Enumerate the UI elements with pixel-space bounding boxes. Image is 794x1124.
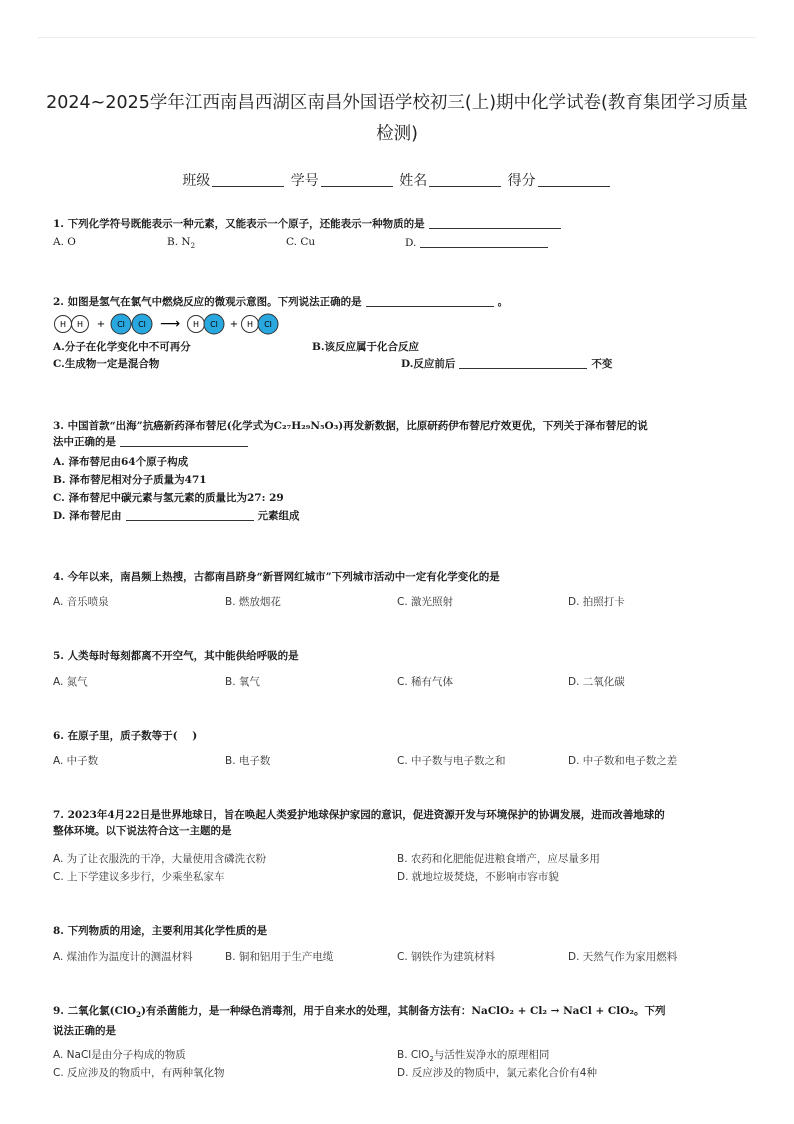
question-1-stem: [53, 216, 743, 232]
question-9-text: 9. 二氧化氯(ClO: [53, 1005, 137, 1017]
question-7-text: 7. 2023年4月22日是世界地球日，旨在唤起人类爱护地球保护家园的意识，促进资源开发与环境保护的协调发展，进而改善地球的: [53, 809, 665, 821]
page-title: 2024~2025学年江西南昌西湖区南昌外国语学校初三(上)期中化学试卷(教育集团学习质量检测): [46, 93, 748, 144]
hydrogen-atom-label: H: [59, 320, 67, 329]
q9-option-b-subscript: 2: [429, 1055, 434, 1064]
q8-option-a: A. 煤油作为温度计的测温材料: [53, 951, 193, 963]
student-id-label: 学号: [290, 173, 319, 189]
q3-option-d-blank: [126, 509, 254, 521]
question-9-text-cont: )有杀菌能力，是一种绿色消毒剂，用于自来水的处理，其制备方法有：: [140, 1005, 472, 1017]
q4-option-c: C. 激光照射: [397, 596, 454, 608]
q1-option-b-subscript: 2: [190, 242, 196, 251]
q3-option-d: [53, 508, 300, 523]
hydrogen-atom-label: H: [76, 320, 84, 329]
class-blank: [212, 174, 284, 187]
chlorine-atom-label: Cl: [138, 320, 146, 329]
q4-option-d: D. 拍照打卡: [568, 596, 625, 608]
question-8-stem: 8. 下列物质的用途，主要利用其化学性质的是: [53, 925, 268, 937]
question-9-subscript: 2: [136, 1010, 141, 1020]
plus-sign: +: [229, 319, 239, 330]
q9-option-b-text-end: 与活性炭净水的原理相同: [433, 1049, 550, 1061]
q1-option-d-blank: [420, 236, 548, 248]
q4-option-b: B. 燃放烟花: [225, 596, 281, 608]
q3-option-c: C. 泽布替尼中碳元素与氢元素的质量比为27: 29: [53, 492, 284, 504]
question-2-stem: [53, 294, 743, 310]
name-blank: [429, 174, 501, 187]
question-2-end: 。: [497, 296, 509, 308]
plus-sign: +: [96, 319, 106, 330]
q8-option-b: B. 铜和铝用于生产电缆: [225, 951, 334, 963]
q3-option-d-end: 元素组成: [257, 510, 300, 522]
q5-option-c: C. 稀有气体: [397, 676, 454, 688]
q9-option-d: D. 反应涉及的物质中，氯元素化合价有4种: [397, 1067, 597, 1079]
q9-option-b-text: B. ClO: [397, 1049, 430, 1061]
question-5-stem: 5. 人类每时每刻都离不开空气，其中能供给呼吸的是: [53, 650, 299, 662]
question-2-text: 2. 如图是氢气在氯气中燃烧反应的微观示意图。下列说法正确的是: [53, 296, 362, 308]
question-3-text-cont: )再发新数据，比原研药伊布替尼疗效更优，下列关于泽布替尼的说: [338, 420, 648, 432]
name-label: 姓名: [399, 173, 428, 189]
chlorine-atom-label: Cl: [210, 320, 218, 329]
question-7-stem: [53, 807, 743, 839]
question-7-text-line2: 整体环境。以下说法符合这一主题的是: [53, 825, 232, 837]
hydrogen-atom-label: H: [246, 320, 254, 329]
score-label: 得分: [507, 173, 536, 189]
q2-option-d-text: D.反应前后: [401, 358, 456, 370]
q1-option-d: [405, 236, 552, 249]
q2-option-d: [401, 356, 612, 371]
question-9-stem: [53, 1003, 743, 1039]
q2-option-d-blank: [459, 357, 587, 369]
q3-option-d-text: D. 泽布替尼由: [53, 510, 122, 522]
q7-option-c: C. 上下学建议多步行，少乘坐私家车: [53, 871, 225, 883]
q2-option-b: B.该反应属于化合反应: [312, 341, 420, 353]
question-1-blank: [429, 217, 561, 229]
q2-option-a: A.分子在化学变化中不可再分: [53, 341, 191, 353]
zanubrutinib-formula: C₂₇H₂₉N₅O₃: [273, 420, 339, 432]
question-1-text: 1. 下列化学符号既能表示一种元素，又能表示一个原子，还能表示一种物质的是: [53, 218, 425, 230]
clo2-preparation-equation: NaClO₂ + Cl₂ → NaCl + ClO₂: [471, 1005, 635, 1017]
question-9-text-end: 。下列: [634, 1005, 666, 1017]
header-divider: [38, 37, 756, 38]
question-3-stem: [53, 418, 743, 450]
q2-option-c: C.生成物一定是混合物: [53, 358, 160, 370]
q5-option-d: D. 二氧化碳: [568, 676, 625, 688]
q6-option-a: A. 中子数: [53, 755, 99, 767]
hydrogen-atom-label: H: [192, 320, 200, 329]
q5-option-a: A. 氮气: [53, 676, 88, 688]
q8-option-d: D. 天然气作为家用燃料: [568, 951, 678, 963]
reaction-microscopic-diagram: [50, 313, 290, 335]
q6-option-c: C. 中子数与电子数之和: [397, 755, 506, 767]
q7-option-b: B. 农药和化肥能促进粮食增产，应尽量多用: [397, 853, 600, 865]
q1-option-d-text: D.: [405, 237, 417, 249]
q1-option-a: A. O: [53, 236, 76, 248]
q5-option-b: B. 氧气: [225, 676, 260, 688]
q3-option-b: B. 泽布替尼相对分子质量为471: [53, 474, 207, 486]
score-blank: [538, 174, 610, 187]
q9-option-a: A. NaCl是由分子构成的物质: [53, 1049, 186, 1061]
question-4-stem: 4. 今年以来，南昌频上热搜，古都南昌跻身“新晋网红城市”下列城市活动中一定有化学变化的是: [53, 571, 500, 583]
q9-option-b: [397, 1047, 549, 1063]
q3-option-a: A. 泽布替尼由64个原子构成: [53, 456, 189, 468]
q6-option-b: B. 电子数: [225, 755, 271, 767]
question-6-stem: 6. 在原子里，质子数等于( ): [53, 730, 198, 742]
q4-option-a: A. 音乐喷泉: [53, 596, 109, 608]
student-id-blank: [321, 174, 393, 187]
q8-option-c: C. 钢铁作为建筑材料: [397, 951, 496, 963]
reaction-arrow-icon: ⟶: [159, 316, 181, 332]
question-3-blank: [120, 435, 248, 447]
q1-option-c: C. Cu: [286, 236, 316, 248]
question-3-text: 3. 中国首款“出海”抗癌新药泽布替尼(化学式为: [53, 420, 274, 432]
class-label: 班级: [182, 173, 211, 189]
chlorine-atom-label: Cl: [264, 320, 272, 329]
q7-option-d: D. 就地垃圾焚烧，不影响市容市貌: [397, 871, 559, 883]
chlorine-atom-label: Cl: [117, 320, 125, 329]
q2-option-d-end: 不变: [591, 358, 613, 370]
q1-option-b: [167, 236, 195, 250]
q6-option-d: D. 中子数和电子数之差: [568, 755, 678, 767]
q9-option-c: C. 反应涉及的物质中，有两种氧化物: [53, 1067, 225, 1079]
question-9-text-line2: 说法正确的是: [53, 1025, 116, 1038]
q1-option-b-text: B. N: [167, 236, 191, 248]
q7-option-a: A. 为了让衣服洗的干净，大量使用含磷洗衣粉: [53, 853, 267, 865]
student-info-line: [0, 170, 794, 190]
question-3-text-line2: 法中正确的是: [53, 436, 116, 448]
question-2-blank: [366, 295, 494, 307]
